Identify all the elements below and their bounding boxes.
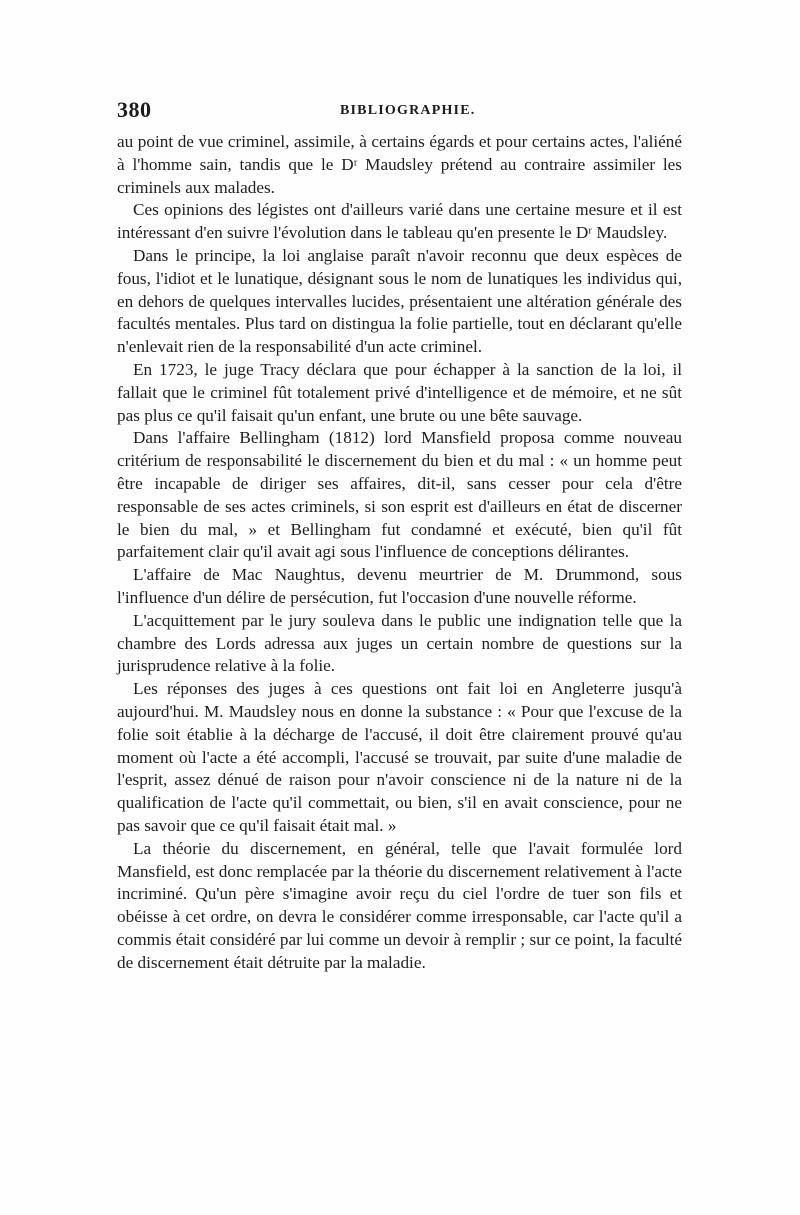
running-head [117,97,682,123]
paragraph: Ces opinions des légistes ont d'ailleurs varié dans une certaine mesure et il est intéressant d'en suivre l'évolution dans le tableau qu'en presente le Dʳ Maudsley. [117,200,682,243]
paragraph: Dans le principe, la loi anglaise paraît n'avoir reconnu que deux espèces de fous, l'idiot et le lunatique, désignant sous le nom de lunatiques les individus qui, en dehors de quelques intervalles lucides, présentaient une altération générale des facultés mentales. Plus tard on distingua la folie partielle, tout en déclarant qu'elle n'enlevait rien de la responsabilité d'un acte criminel. [117,245,682,357]
paragraph-continuation: au point de vue criminel, assimile, à certains égards et pour certains actes, l'aliéné à l'homme sain, tandis que le Dʳ Maudsley prétend au contraire assimiler les criminels aux malades. [117,132,682,197]
page-number: 380 [117,97,152,122]
body-text [117,131,682,974]
running-title: BIBLIOGRAPHIE. [340,103,476,118]
paragraph: L'acquittement par le jury souleva dans le public une indignation telle que la chambre des Lords adressa aux juges un certain nombre de questions sur la jurisprudence relative à la folie. [117,610,682,676]
paragraph: La théorie du discernement, en général, telle que l'avait formulée lord Mansfield, est donc remplacée par la théorie du discernement relativement à l'acte incriminé. Qu'un père s'imagine avoir reçu du ciel l'ordre de tuer son fils et obéisse à cet ordre, on devra le considérer comme irresponsable, car l'acte qu'il a commis était considéré par lui comme un devoir à remplir ; sur ce point, la faculté de discernement était détruite par la maladie. [117,838,682,972]
paragraph: En 1723, le juge Tracy déclara que pour échapper à la sanction de la loi, il fallait que le criminel fût totalement privé d'intelligence et de mémoire, et ne sût pas plus ce qu'il faisait qu'un enfant, une brute ou une bête sauvage. [117,359,682,425]
paragraph: Dans l'affaire Bellingham (1812) lord Mansfield proposa comme nouveau critérium de responsabilité le discernement du bien et du mal : « un homme peut être incapable de diriger ses affaires, dit-il, sans cesser pour cela d'être responsable de ses actes criminels, si son esprit est d'ailleurs en état de discerner le bien du mal, » et Bellingham fut condamné et exécuté, bien qu'il fût parfaitement clair qu'il avait agi sous l'influence de conceptions délirantes. [117,428,682,562]
paragraph: L'affaire de Mac Naughtus, devenu meurtrier de M. Drummond, sous l'influence d'un délire de persécution, fut l'occasion d'une nouvelle réforme. [117,565,682,607]
paragraph: Les réponses des juges à ces questions ont fait loi en Angleterre jusqu'à aujourd'hui. M. Maudsley nous en donne la substance : « Pour que l'excuse de la folie soit établie à la décharge de l'accusé, il doit être clairement prouvé qu'au moment où l'acte a été accompli, l'accusé se trouvait, par suite d'une maladie de l'esprit, assez dénué de raison pour n'avoir conscience ni de la nature ni de la qualification de l'acte qu'il commettait, ou bien, s'il en avait conscience, pour ne pas savoir que ce qu'il faisait était mal. » [117,679,682,835]
